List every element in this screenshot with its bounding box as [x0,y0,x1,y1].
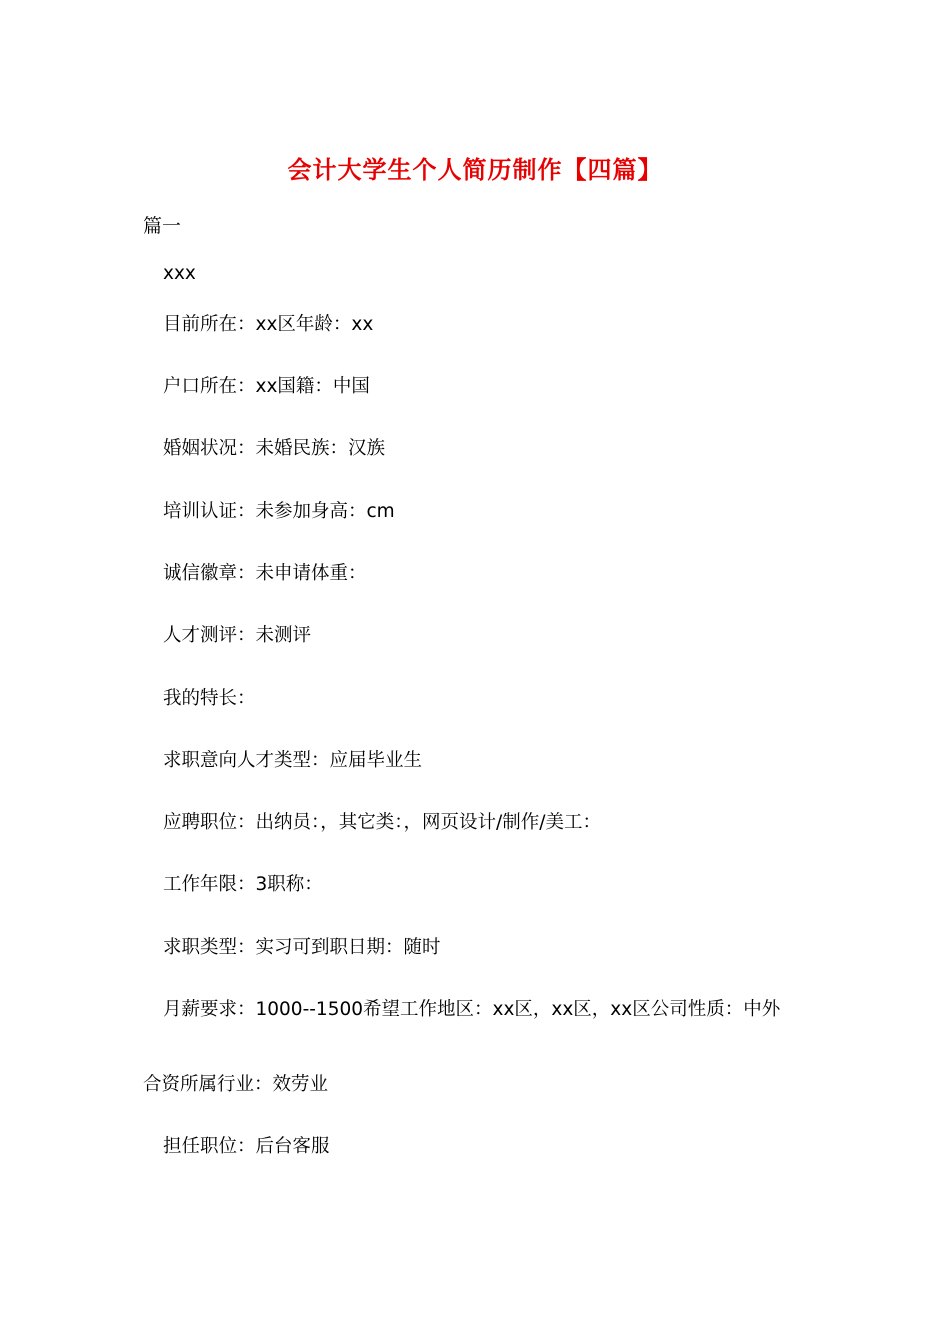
info-line: 我的特长： [163,688,256,709]
info-line: 人才测评：未测评 [163,625,312,646]
info-line: 合资所属行业：效劳业 [143,1074,329,1095]
info-line: 求职意向人才类型：应届毕业生 [163,750,423,771]
info-line: 诚信徽章：未申请体重： [163,563,367,584]
document-title: 会计大学生个人简历制作【四篇】 [287,156,663,184]
info-line: 户口所在：xx国籍：中国 [163,376,370,397]
info-line: 担任职位：后台客服 [163,1136,330,1157]
info-line: 月薪要求：1000--1500希望工作地区：xx区，xx区，xx区公司性质：中外 [163,999,781,1020]
info-line: 工作年限：3职称： [163,874,323,895]
section-label: 篇一 [143,215,182,237]
info-line: 求职类型：实习可到职日期：随时 [163,937,441,958]
info-line: 应聘职位：出纳员：，其它类：，网页设计/制作/美工： [163,812,601,833]
info-line: 目前所在：xx区年龄：xx [163,314,374,335]
info-line: 婚姻状况：未婚民族：汉族 [163,438,386,459]
name-line: xxx [163,263,196,284]
info-line: 培训认证：未参加身高：cm [163,501,395,522]
